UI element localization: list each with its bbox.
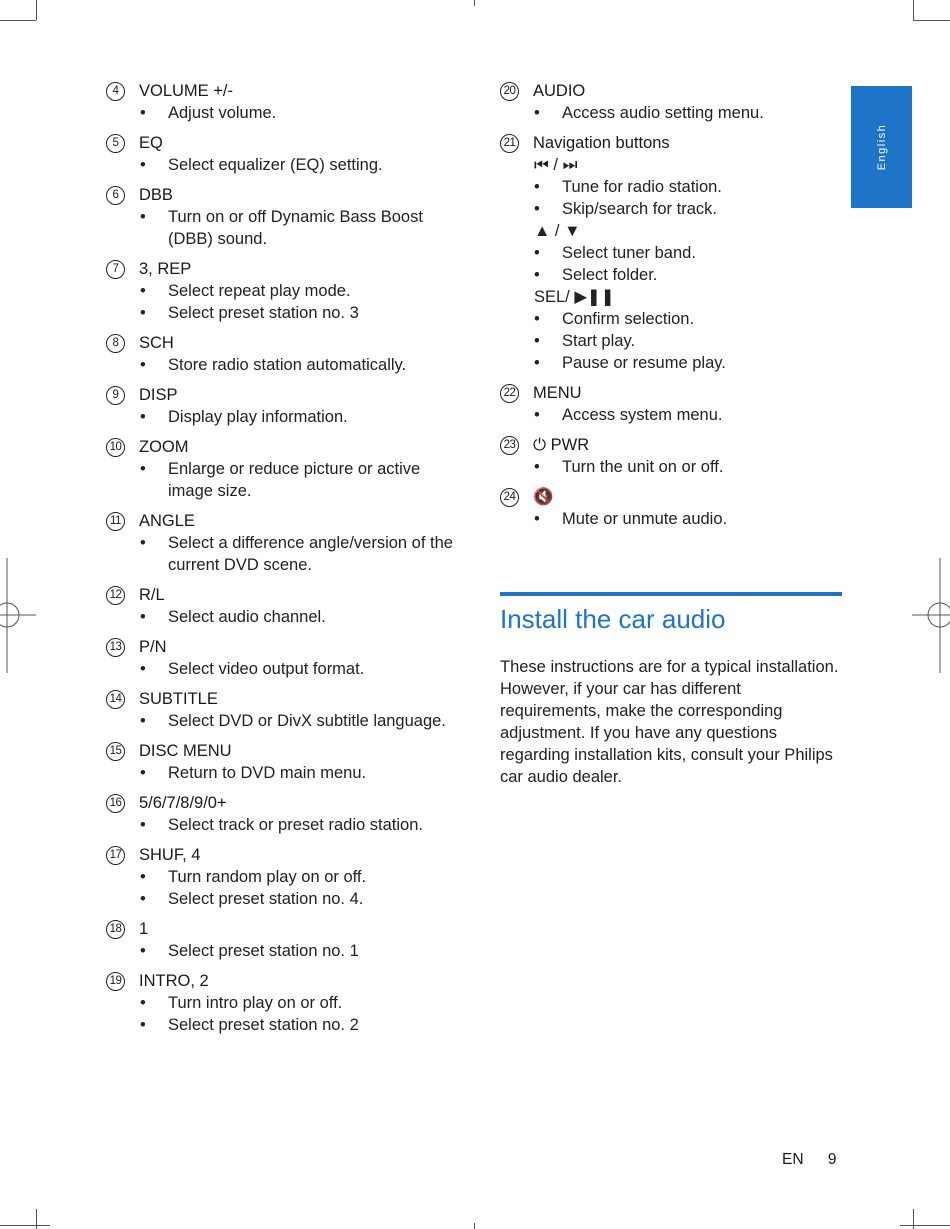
crop-mark: [0, 20, 36, 21]
control-entry: [106, 918, 456, 962]
bullet-item: • Turn intro play on or off.: [140, 992, 456, 1014]
control-entry-head: [106, 510, 456, 532]
control-entry-head: [106, 688, 456, 710]
registration-mark-right: [910, 558, 950, 673]
bullet-item: • Select repeat play mode.: [140, 280, 456, 302]
bullet-item: • Turn on or off Dynamic Bass Boost (DBB) sound.: [140, 206, 456, 250]
bullet-item: • Select preset station no. 3: [140, 302, 456, 324]
control-entry: [106, 80, 456, 124]
bullet-item: • Select a difference angle/version of the current DVD scene.: [140, 532, 456, 576]
page-number: 9: [827, 1151, 837, 1168]
control-description: [500, 102, 845, 124]
bullet-item: • Start play.: [534, 330, 845, 352]
control-description: [500, 456, 845, 478]
control-entry-head: [106, 258, 456, 280]
bullet-item: • Turn the unit on or off.: [534, 456, 845, 478]
control-entry: [106, 970, 456, 1036]
control-entry-head: [106, 918, 456, 940]
control-entry: [106, 332, 456, 376]
install-section: [500, 592, 842, 788]
bullet-item: • Select video output format.: [140, 658, 456, 680]
bullet-item: • Select folder.: [534, 264, 845, 286]
control-entry: [106, 636, 456, 680]
callout-number: 6: [106, 186, 125, 205]
control-entry-head: [106, 384, 456, 406]
control-entry: [500, 434, 845, 478]
callout-number: 11: [106, 512, 125, 531]
crop-mark: [36, 0, 37, 20]
control-title: 🔇: [533, 488, 554, 506]
control-entry: [106, 740, 456, 784]
left-column: [106, 80, 456, 1044]
control-entry-head: [106, 332, 456, 354]
callout-number: 8: [106, 334, 125, 353]
bullet-item: • Tune for radio station.: [534, 176, 845, 198]
callout-number: 17: [106, 846, 125, 865]
control-entry-head: [106, 132, 456, 154]
button-symbol-line: SEL/ ▶❚❚: [534, 288, 615, 306]
callout-number: 7: [106, 260, 125, 279]
control-title: SCH: [139, 334, 174, 352]
control-entry: [106, 844, 456, 910]
language-tab-label: English: [875, 123, 888, 171]
control-title: 3, REP: [139, 260, 192, 278]
control-entry: [500, 382, 845, 426]
control-entry: [106, 688, 456, 732]
crop-mark: [0, 1225, 50, 1226]
control-entry-head: [106, 80, 456, 102]
bullet-item: • Mute or unmute audio.: [534, 508, 845, 530]
bullet-item: • Select audio channel.: [140, 606, 456, 628]
control-title: VOLUME +/-: [139, 82, 233, 100]
control-title: ANGLE: [139, 512, 195, 530]
control-title: 5/6/7/8/9/0+: [139, 794, 227, 812]
footer-language: EN: [782, 1151, 804, 1168]
control-title: SUBTITLE: [139, 690, 218, 708]
control-description: [106, 658, 456, 680]
control-entry-head: [106, 740, 456, 762]
control-entry-head: [500, 132, 845, 154]
control-title: ZOOM: [139, 438, 189, 456]
callout-number: 23: [500, 436, 519, 455]
bullet-item: • Select preset station no. 4.: [140, 888, 456, 910]
crop-mark: [36, 1209, 37, 1229]
bullet-item: • Store radio station automatically.: [140, 354, 456, 376]
bullet-item: • Pause or resume play.: [534, 352, 845, 374]
bullet-item: • Select track or preset radio station.: [140, 814, 456, 836]
control-entry-head: [500, 434, 845, 456]
bullet-item: • Select preset station no. 2: [140, 1014, 456, 1036]
control-title: DBB: [139, 186, 173, 204]
control-description: [500, 508, 845, 530]
control-entry-head: [500, 80, 845, 102]
language-tab: [851, 86, 912, 208]
callout-number: 18: [106, 920, 125, 939]
bullet-item: • Enlarge or reduce picture or active image size.: [140, 458, 456, 502]
button-symbol-line: ▲ / ▼: [534, 222, 581, 240]
control-title: 1: [139, 920, 149, 938]
control-title: MENU: [533, 384, 582, 402]
crop-mark: [900, 1225, 950, 1226]
callout-number: 9: [106, 386, 125, 405]
control-title: DISC MENU: [139, 742, 232, 760]
callout-number: 14: [106, 690, 125, 709]
crop-mark: [913, 20, 950, 21]
control-title: Navigation buttons: [533, 134, 670, 152]
control-entry-head: [500, 382, 845, 404]
crop-mark: [913, 1209, 914, 1229]
bullet-item: • Return to DVD main menu.: [140, 762, 456, 784]
control-entry: [106, 132, 456, 176]
control-description: [106, 154, 456, 176]
control-title: R/L: [139, 586, 165, 604]
control-title: P/N: [139, 638, 167, 656]
bullet-item: • Access audio setting menu.: [534, 102, 845, 124]
callout-number: 15: [106, 742, 125, 761]
callout-number: 4: [106, 82, 125, 101]
bullet-item: • Adjust volume.: [140, 102, 456, 124]
right-column: [500, 80, 845, 538]
registration-mark-left: [0, 558, 40, 673]
callout-number: 12: [106, 586, 125, 605]
control-title: ⏻ PWR: [533, 436, 590, 454]
control-description: [106, 992, 456, 1036]
control-title: EQ: [139, 134, 163, 152]
control-entry: [106, 584, 456, 628]
control-entry: [106, 184, 456, 250]
control-description: [106, 102, 456, 124]
section-body: These instructions are for a typical installation. However, if your car has different requirements, make the corresponding adjustment. If you have any questions regarding installation kits, consult your Philips car audio dealer.: [500, 658, 839, 786]
control-entry: [106, 510, 456, 576]
callout-number: 5: [106, 134, 125, 153]
control-entry-head: [106, 970, 456, 992]
callout-number: 20: [500, 82, 519, 101]
bullet-item: • Access system menu.: [534, 404, 845, 426]
control-entry-head: [106, 184, 456, 206]
crop-mark: [474, 0, 475, 6]
callout-number: 19: [106, 972, 125, 991]
control-entry: [106, 384, 456, 428]
control-title: INTRO, 2: [139, 972, 209, 990]
callout-number: 13: [106, 638, 125, 657]
control-entry: [500, 80, 845, 124]
control-description: [500, 404, 845, 426]
control-entry: [106, 792, 456, 836]
bullet-item: • Select equalizer (EQ) setting.: [140, 154, 456, 176]
control-entry: [106, 436, 456, 502]
control-entry: [500, 132, 845, 374]
crop-mark: [913, 0, 914, 20]
control-description: [106, 406, 456, 428]
callout-number: 10: [106, 438, 125, 457]
control-entry-head: [106, 844, 456, 866]
control-description: [106, 532, 456, 576]
control-title: SHUF, 4: [139, 846, 201, 864]
control-entry-head: [106, 636, 456, 658]
button-symbol-line: ⏮ / ⏭: [534, 156, 578, 174]
control-description: [106, 606, 456, 628]
callout-number: 24: [500, 488, 519, 507]
bullet-item: • Select tuner band.: [534, 242, 845, 264]
bullet-item: • Display play information.: [140, 406, 456, 428]
callout-number: 16: [106, 794, 125, 813]
control-entry-head: [500, 486, 845, 508]
control-description: [106, 710, 456, 732]
control-description: [106, 940, 456, 962]
control-description: [106, 354, 456, 376]
control-description: [106, 206, 456, 250]
control-description: [106, 458, 456, 502]
control-entry-head: [106, 436, 456, 458]
bullet-item: • Select preset station no. 1: [140, 940, 456, 962]
callout-number: 21: [500, 134, 519, 153]
crop-mark: [474, 1223, 475, 1229]
control-entry-head: [106, 792, 456, 814]
control-entry: [500, 486, 845, 530]
control-description: [500, 154, 845, 374]
bullet-item: • Turn random play on or off.: [140, 866, 456, 888]
control-entry-head: [106, 584, 456, 606]
bullet-item: • Select DVD or DivX subtitle language.: [140, 710, 456, 732]
bullet-item: • Confirm selection.: [534, 308, 845, 330]
section-title: Install the car audio: [500, 604, 726, 634]
control-description: [106, 762, 456, 784]
control-entry: [106, 258, 456, 324]
bullet-item: • Skip/search for track.: [534, 198, 845, 220]
control-description: [106, 866, 456, 910]
control-description: [106, 280, 456, 324]
control-description: [106, 814, 456, 836]
callout-number: 22: [500, 384, 519, 403]
page-footer: [782, 1150, 836, 1170]
control-title: AUDIO: [533, 82, 586, 100]
control-title: DISP: [139, 386, 178, 404]
